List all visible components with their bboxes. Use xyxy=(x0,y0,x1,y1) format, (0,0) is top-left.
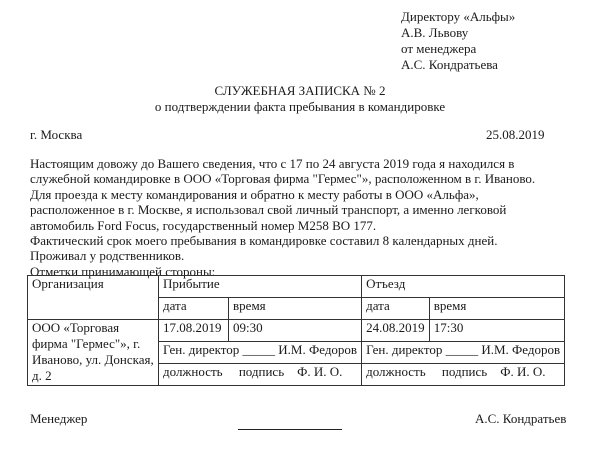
header-departure-date: дата xyxy=(362,298,430,320)
addressee-block xyxy=(401,9,515,73)
departure-signature-caption: должность подпись Ф. И. О. xyxy=(362,364,565,386)
footer-name: А.С. Кондратьев xyxy=(475,411,567,426)
header-arrival-date: дата xyxy=(159,298,229,320)
header-departure: Отъезд xyxy=(362,276,565,298)
body-line: служебной командировке в ООО «Торговая фирма "Гермес"», расположенном в г. Иваново. xyxy=(30,171,536,187)
header-departure-time: время xyxy=(429,298,564,320)
header-organization: Организация xyxy=(28,276,159,320)
addressee-line: от менеджера xyxy=(401,41,477,56)
body-line: Проживал у родственников. xyxy=(30,248,185,264)
body-line: расположенное в г. Москве, я использовал свой личный транспорт, а именно легковой xyxy=(30,202,507,218)
addressee-line: А.В. Львову xyxy=(401,25,469,40)
body-line: Для проезда к месту командирования и обратно к месту работы в ООО «Альфа», xyxy=(30,186,479,202)
header-arrival-time: время xyxy=(229,298,362,320)
departure-time-cell: 17:30 xyxy=(429,320,564,342)
document-date: 25.08.2019 xyxy=(486,127,545,142)
arrival-date-cell: 17.08.2019 xyxy=(159,320,229,342)
body-line: автомобиль Ford Focus, государственный номер М258 ВО 177. xyxy=(30,217,377,233)
document-subtitle: о подтверждении факта пребывания в командировке xyxy=(154,99,446,114)
body-line: Настоящим довожу до Вашего сведения, что с 17 по 24 августа 2019 года я находился в xyxy=(30,156,515,171)
body-line: Отметки принимающей стороны: xyxy=(30,263,216,279)
addressee-line: А.С. Кондратьева xyxy=(401,57,498,72)
memo-body xyxy=(30,156,535,279)
signature-line xyxy=(238,429,342,430)
arrival-signature-cell: Ген. директор _____ И.М. Федоров xyxy=(159,342,362,364)
host-marks-table xyxy=(27,275,565,386)
addressee-line: Директору «Альфы» xyxy=(401,9,516,24)
footer-position: Менеджер xyxy=(30,411,88,426)
city: г. Москва xyxy=(30,127,83,142)
departure-date-cell: 24.08.2019 xyxy=(362,320,430,342)
departure-signature-cell: Ген. директор _____ И.М. Федоров xyxy=(362,342,565,364)
header-arrival: Прибытие xyxy=(159,276,362,298)
arrival-signature-caption: должность подпись Ф. И. О. xyxy=(159,364,362,386)
body-line: Фактический срок моего пребывания в командировке составил 8 календарных дней. xyxy=(30,232,498,248)
document-title: СЛУЖЕБНАЯ ЗАПИСКА № 2 xyxy=(214,83,386,98)
arrival-time-cell: 09:30 xyxy=(229,320,362,342)
organization-cell: ООО «Торговая фирма "Гермес"», г. Иваново, ул. Донская, д. 2 xyxy=(28,320,159,386)
